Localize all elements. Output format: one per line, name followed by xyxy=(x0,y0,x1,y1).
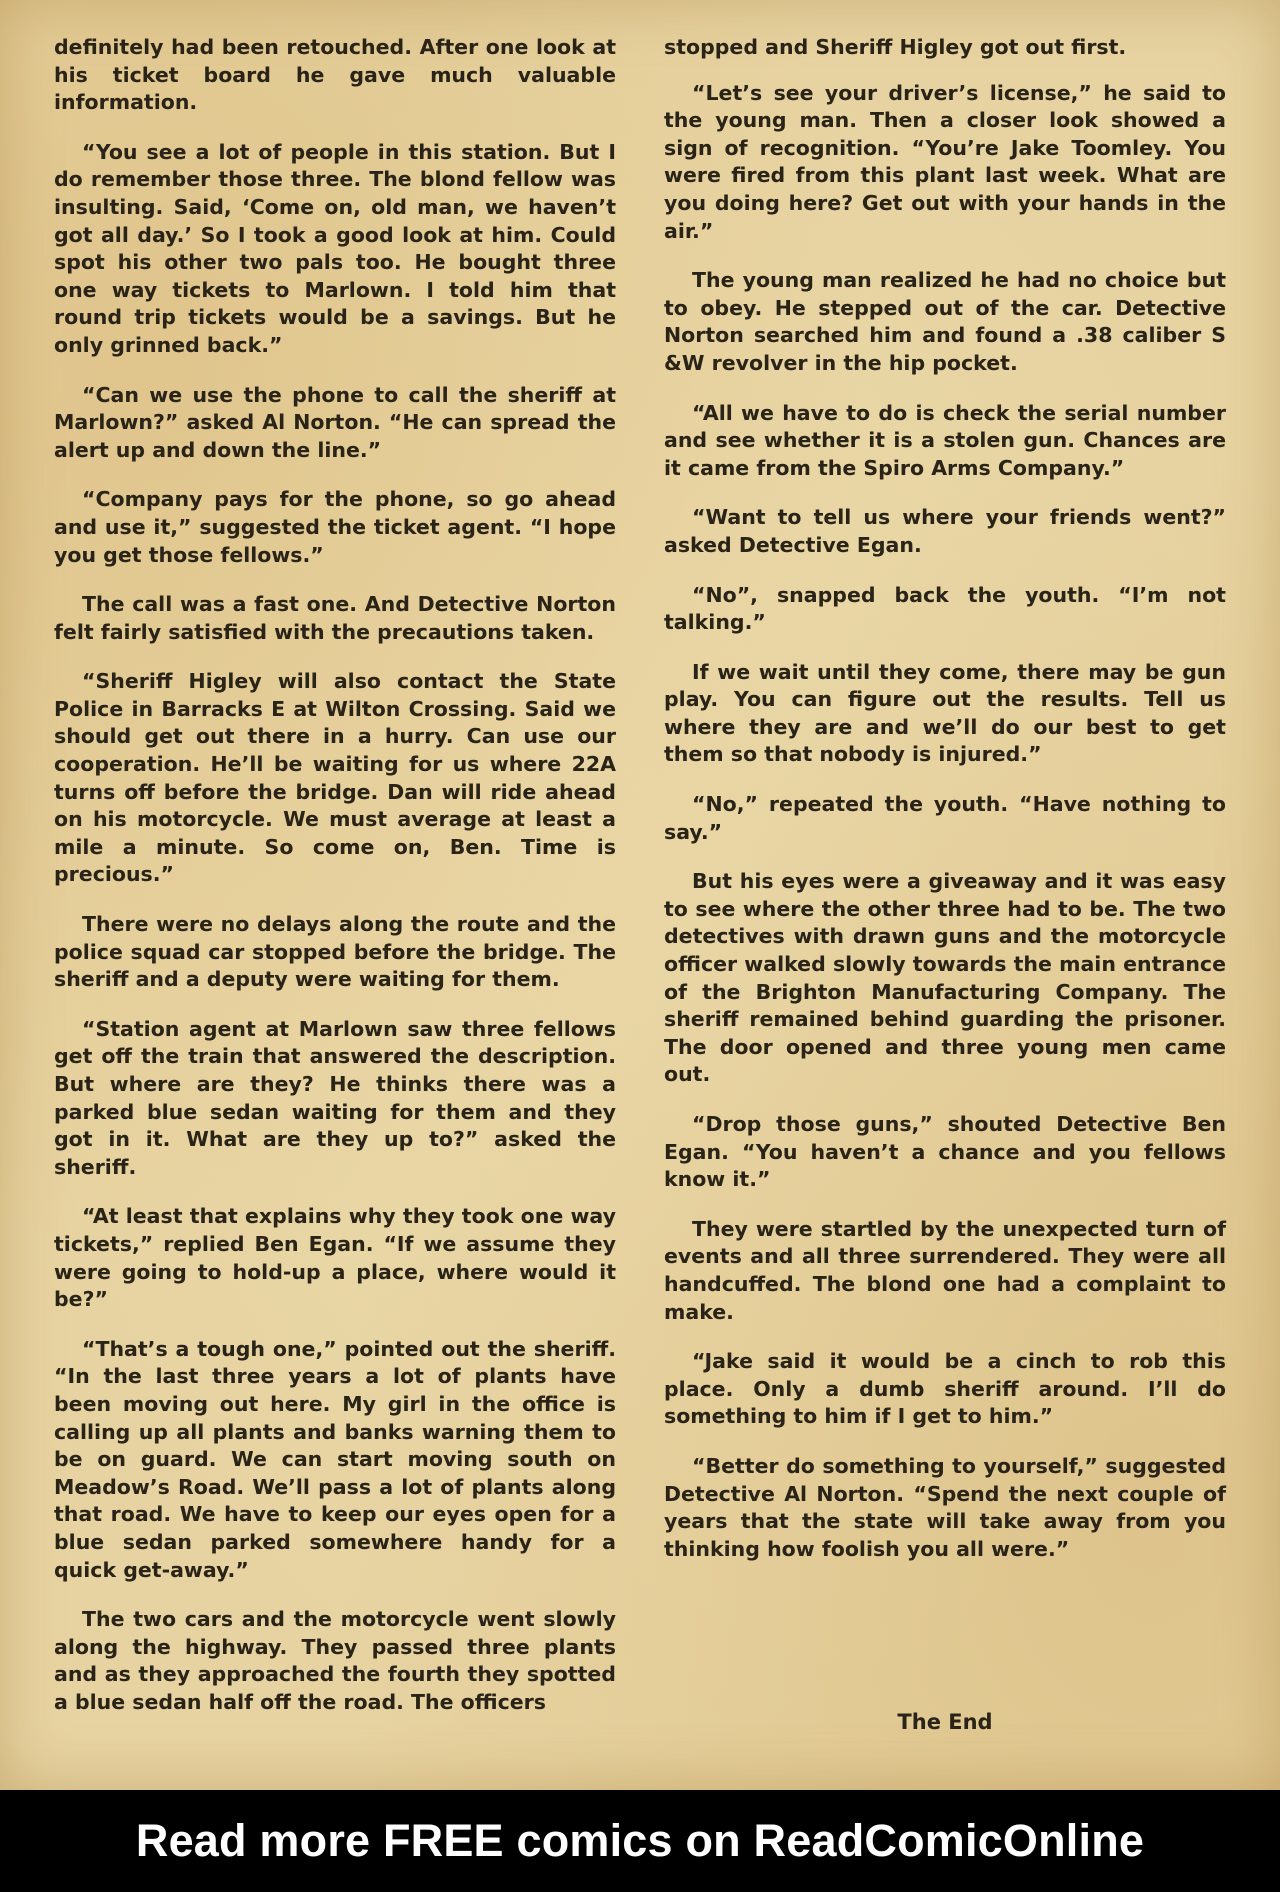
story-paragraph: “Let’s see your driver’s license,” he said to the young man. Then a closer look showed a sign of recognition. “You’re Jake Toomley. You were fired from this plant last week. What are you doing here? Get out with your hands in the air.” xyxy=(664,80,1226,243)
story-paragraph: If we wait until they come, there may be gun play. You can figure out the results. Tell us where they are and we’ll do our best to get them so that nobody is injured.” xyxy=(664,659,1226,767)
story-paragraph: But his eyes were a giveaway and it was easy to see where the other three had to be. The two detectives with drawn guns and the motorcycle officer walked slowly towards the main entrance of the Brighton Manufacturing Company. The sheriff remained behind guarding the prisoner. The door opened and three young men came out. xyxy=(664,869,1226,1087)
story-paragraph: The two cars and the motorcycle went slowly along the highway. They passed three plants and as they approached the fourth they spotted a blue sedan half off the road. The officers xyxy=(54,1607,616,1714)
story-paragraph: The call was a fast one. And Detective Norton felt fairly satisfied with the precautions taken. xyxy=(54,592,616,644)
the-end-label: The End xyxy=(897,1710,993,1734)
left-text-column xyxy=(54,34,616,1738)
story-paragraph: “Station agent at Marlown saw three fellows get off the train that answered the description. But where are they? He thinks there was a parked blue sedan waiting for them and they got in it. What are they up to?” asked the sheriff. xyxy=(54,1016,616,1179)
story-paragraph: stopped and Sheriff Higley got out first. xyxy=(664,35,1127,59)
story-paragraph: “No,” repeated the youth. “Have nothing to say.” xyxy=(664,792,1226,844)
story-paragraph: There were no delays along the route and the police squad car stopped before the bridge. The sheriff and a deputy were waiting for them. xyxy=(54,912,616,992)
story-paragraph: “At least that explains why they took one way tickets,” replied Ben Egan. “If we assume they were going to hold-up a place, where would it be?” xyxy=(54,1204,616,1312)
story-paragraph: “Company pays for the phone, so go ahead and use it,” suggested the ticket agent. “I hope you get those fellows.” xyxy=(54,487,616,567)
story-paragraph: “All we have to do is check the serial number and see whether it is a stolen gun. Chances are it came from the Spiro Arms Company.” xyxy=(664,400,1226,480)
promo-banner[interactable]: Read more FREE comics on ReadComicOnline xyxy=(0,1790,1280,1892)
story-paragraph: “No”, snapped back the youth. “I’m not talking.” xyxy=(664,582,1226,635)
story-paragraph: “Jake said it would be a cinch to rob this place. Only a dumb sheriff around. I’ll do something to him if I get to him.” xyxy=(664,1349,1226,1429)
story-paragraph: “Want to tell us where your friends went?” asked Detective Egan. xyxy=(664,505,1226,557)
story-paragraph: “That’s a tough one,” pointed out the sheriff. “In the last three years a lot of plants have been moving out here. My girl in the office is calling up all plants and banks warning them to be on guard. We can start moving south on Meadow’s Road. We’ll pass a lot of plants along that road. We have to keep our eyes open for a blue sedan parked somewhere handy for a quick get-away.” xyxy=(54,1336,616,1582)
story-paragraph: “Drop those guns,” shouted Detective Ben Egan. “You haven’t a chance and you fellows know it.” xyxy=(664,1112,1226,1192)
story-paragraph: “Sheriff Higley will also contact the State Police in Barracks E at Wilton Crossing. Said we should get out there in a hurry. Can use our cooperation. He’ll be waiting for us where 22A turns off before the bridge. Dan will ride ahead on his motorcycle. We must average at least a mile a minute. So come on, Ben. Time is precious.” xyxy=(54,669,616,887)
story-paragraph: “Can we use the phone to call the sheriff at Marlown?” asked Al Norton. “He can spread the alert up and down the line.” xyxy=(54,382,616,462)
story-paragraph: definitely had been retouched. After one look at his ticket board he gave much valuable information. xyxy=(54,35,616,115)
story-paragraph: They were startled by the unexpected turn of events and all three surrendered. They were all handcuffed. The blond one had a complaint to make. xyxy=(664,1216,1226,1324)
story-paragraph: “Better do something to yourself,” suggested Detective Al Norton. “Spend the next couple of years that the state will take away from you thinking how foolish you all were.” xyxy=(664,1453,1226,1561)
right-text-column xyxy=(664,34,1226,1585)
story-paragraph: The young man realized he had no choice but to obey. He stepped out of the car. Detective Norton searched him and found a .38 caliber S &W revolver in the hip pocket. xyxy=(664,268,1226,375)
story-paragraph: “You see a lot of people in this station. But I do remember those three. The blond fellow was insulting. Said, ‘Come on, old man, we haven’t got all day.’ So I took a good look at him. Could spot his other two pals too. He bought three one way tickets to Marlown. I told him that round trip tickets would be a savings. But he only grinned back.” xyxy=(54,139,616,357)
